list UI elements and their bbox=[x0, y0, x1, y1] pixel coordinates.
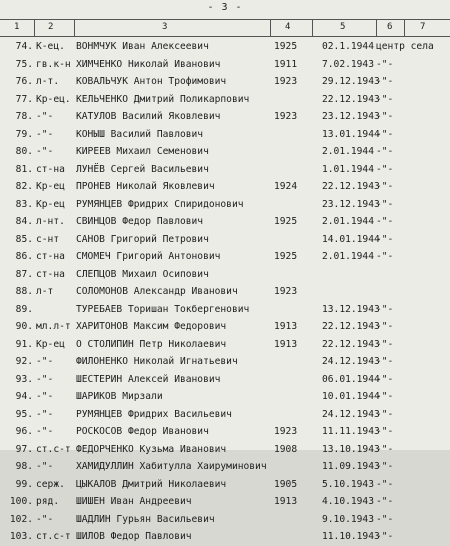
table-row bbox=[0, 196, 450, 214]
table-row bbox=[0, 406, 450, 424]
table-row bbox=[0, 248, 450, 266]
record-number: 94. bbox=[15, 391, 33, 402]
column-divider bbox=[404, 19, 405, 36]
record-burial-place: -"- bbox=[376, 303, 394, 315]
record-rank: с-нт bbox=[36, 233, 60, 245]
record-rank: ст-на bbox=[36, 251, 65, 262]
record-death-date: 5.10.1943 bbox=[322, 478, 374, 490]
column-divider bbox=[270, 19, 271, 36]
table-row bbox=[0, 476, 450, 494]
record-burial-place: -"- bbox=[376, 76, 394, 87]
table-row bbox=[0, 38, 450, 56]
record-rank: -"- bbox=[36, 408, 54, 420]
record-death-date: 10.01.1944 bbox=[322, 391, 380, 402]
record-birth-year: 1923 bbox=[274, 76, 298, 87]
record-name: КЕЛЬЧЕНКО Дмитрий Поликарпович bbox=[76, 93, 250, 105]
record-birth-year: 1913 bbox=[274, 321, 298, 332]
record-birth-year: 1913 bbox=[274, 338, 298, 350]
record-death-date: 22.12.1943 bbox=[322, 181, 380, 192]
record-number: 75. bbox=[15, 58, 33, 70]
record-death-date: 9.10.1943 bbox=[322, 513, 374, 525]
record-birth-year: 1908 bbox=[274, 443, 298, 455]
record-name: КОВАЛЬЧУК Антон Трофимович bbox=[76, 76, 227, 87]
record-burial-place: -"- bbox=[376, 496, 394, 507]
record-number: 91. bbox=[15, 338, 33, 350]
table-row bbox=[0, 318, 450, 336]
record-birth-year: 1923 bbox=[274, 286, 298, 297]
record-death-date: 13.01.1944 bbox=[322, 128, 380, 140]
record-birth-year: 1911 bbox=[274, 58, 298, 70]
record-birth-year: 1923 bbox=[274, 426, 298, 437]
record-burial-place: -"- bbox=[376, 478, 394, 490]
record-burial-place: -"- bbox=[376, 391, 394, 402]
column-divider bbox=[34, 19, 35, 36]
table-row bbox=[0, 56, 450, 74]
record-death-date: 06.01.1944 bbox=[322, 373, 380, 385]
record-number: 96. bbox=[15, 426, 33, 437]
record-name: ХИМЧЕНКО Николай Иванович bbox=[76, 58, 221, 70]
record-death-date: 14.01.1944 bbox=[322, 233, 380, 245]
table-row bbox=[0, 336, 450, 354]
record-burial-place: -"- bbox=[376, 58, 394, 70]
record-burial-place: -"- bbox=[376, 408, 394, 420]
record-rank: л-нт. bbox=[36, 216, 65, 227]
record-burial-place: -"- bbox=[376, 93, 394, 105]
record-burial-place: -"- bbox=[376, 216, 394, 227]
record-burial-place: -"- bbox=[376, 146, 394, 157]
record-number: 78. bbox=[15, 111, 33, 122]
record-name: КАТУЛОВ Василий Яковлевич bbox=[76, 111, 221, 122]
record-death-date: 22.12.1943 bbox=[322, 338, 380, 350]
record-name: РОСКОСОВ Федор Иванович bbox=[76, 426, 209, 437]
record-burial-place: -"- bbox=[376, 111, 394, 122]
record-death-date: 24.12.1943 bbox=[322, 408, 380, 420]
record-rank: -"- bbox=[36, 391, 54, 402]
record-birth-year: 1923 bbox=[274, 111, 298, 122]
record-rank: серж. bbox=[36, 478, 65, 490]
record-name: КИРЕЕВ Михаил Семенович bbox=[76, 146, 209, 157]
record-name: ХАРИТОНОВ Максим Федорович bbox=[76, 321, 227, 332]
page-number: - 3 - bbox=[207, 2, 243, 13]
record-death-date: 4.10.1943 bbox=[322, 496, 374, 507]
record-number: 103. bbox=[9, 531, 33, 542]
record-name: КОНЫШ Василий Павлович bbox=[76, 128, 204, 140]
record-name: РУМЯНЦЕВ Фридрих Васильевич bbox=[76, 408, 232, 420]
record-name: ШАРИКОВ Мирзали bbox=[76, 391, 163, 402]
record-death-date: 11.10.1943 bbox=[322, 531, 380, 542]
record-name: РУМЯНЦЕВ Фридрих Спиридонович bbox=[76, 198, 244, 210]
record-death-date: 2.01.1944 bbox=[322, 251, 374, 262]
column-header: 4 bbox=[285, 22, 291, 32]
record-name: ФИЛОНЕНКО Николай Игнатьевич bbox=[76, 356, 238, 367]
table-row bbox=[0, 91, 450, 109]
record-rank: Кр-ец bbox=[36, 338, 65, 350]
record-number: 89. bbox=[15, 303, 33, 315]
table-row bbox=[0, 108, 450, 126]
column-header-row bbox=[0, 19, 450, 37]
record-death-date: 23.12.1943 bbox=[322, 111, 380, 122]
record-death-date: 1.01.1944 bbox=[322, 163, 374, 175]
column-header: 7 bbox=[420, 22, 426, 32]
record-number: 98. bbox=[15, 461, 33, 472]
record-name: ВОНМЧУК Иван Алексеевич bbox=[76, 41, 209, 52]
record-rank: л-т. bbox=[36, 76, 60, 87]
record-rank: Кр-ец bbox=[36, 198, 65, 210]
record-name: ТУРЕБАЕВ Торишан Токбергенович bbox=[76, 303, 250, 315]
record-rank: ст-на bbox=[36, 268, 65, 280]
record-burial-place: -"- bbox=[376, 373, 394, 385]
table-row bbox=[0, 213, 450, 231]
record-name: СВИНЦОВ Федор Павлович bbox=[76, 216, 204, 227]
record-number: 100. bbox=[9, 496, 33, 507]
table-row bbox=[0, 441, 450, 459]
record-death-date: 29.12.1943 bbox=[322, 76, 380, 87]
table-row bbox=[0, 161, 450, 179]
table-row bbox=[0, 283, 450, 301]
record-death-date: 13.12.1943 bbox=[322, 303, 380, 315]
record-death-date: 24.12.1943 bbox=[322, 356, 380, 367]
record-rank: ст.с-т bbox=[36, 531, 71, 542]
record-rank: -"- bbox=[36, 111, 54, 122]
record-burial-place: -"- bbox=[376, 163, 394, 175]
record-rank: К-ец. bbox=[36, 41, 65, 52]
table-row bbox=[0, 301, 450, 319]
table-row bbox=[0, 388, 450, 406]
table-row bbox=[0, 371, 450, 389]
column-divider bbox=[74, 19, 75, 36]
record-name: ПРОНЕВ Николай Яковлевич bbox=[76, 181, 215, 192]
record-burial-place: -"- bbox=[376, 426, 394, 437]
record-burial-place: -"- bbox=[376, 461, 394, 472]
record-rank: ряд. bbox=[36, 496, 60, 507]
record-death-date: 13.10.1943 bbox=[322, 443, 380, 455]
record-number: 81. bbox=[15, 163, 33, 175]
record-birth-year: 1905 bbox=[274, 478, 298, 490]
record-burial-place: -"- bbox=[376, 198, 394, 210]
record-name: ЦЫКАЛОВ Дмитрий Николаевич bbox=[76, 478, 227, 490]
record-number: 92. bbox=[15, 356, 33, 367]
record-death-date: 23.12.1943 bbox=[322, 198, 380, 210]
table-row bbox=[0, 73, 450, 91]
record-birth-year: 1925 bbox=[274, 216, 298, 227]
record-name: СОЛОМОНОВ Александр Иванович bbox=[76, 286, 238, 297]
record-rank: -"- bbox=[36, 146, 54, 157]
record-birth-year: 1925 bbox=[274, 251, 298, 262]
table-row bbox=[0, 126, 450, 144]
record-death-date: 7.02.1943 bbox=[322, 58, 374, 70]
record-burial-place: -"- bbox=[376, 233, 394, 245]
record-rank: л-т bbox=[36, 286, 54, 297]
record-name: ЛУНЁВ Сергей Васильевич bbox=[76, 163, 209, 175]
table-row bbox=[0, 353, 450, 371]
column-divider bbox=[376, 19, 377, 36]
record-number: 87. bbox=[15, 268, 33, 280]
record-birth-year: 1913 bbox=[274, 496, 298, 507]
record-rank: -"- bbox=[36, 128, 54, 140]
record-number: 95. bbox=[15, 408, 33, 420]
record-rank: Кр-ец. bbox=[36, 93, 71, 105]
table-row bbox=[0, 528, 450, 546]
record-death-date: 2.01.1944 bbox=[322, 216, 374, 227]
record-number: 83. bbox=[15, 198, 33, 210]
record-number: 102. bbox=[9, 513, 33, 525]
table-row bbox=[0, 178, 450, 196]
record-burial-place: -"- bbox=[376, 128, 394, 140]
record-name: ШИЛОВ Федор Павлович bbox=[76, 531, 192, 542]
record-number: 80. bbox=[15, 146, 33, 157]
record-rank: мл.л-т bbox=[36, 321, 71, 332]
column-header: 2 bbox=[48, 22, 54, 32]
record-number: 99. bbox=[15, 478, 33, 490]
table-row bbox=[0, 458, 450, 476]
record-number: 79. bbox=[15, 128, 33, 140]
record-number: 85. bbox=[15, 233, 33, 245]
record-name: О СТОЛИПИН Петр Николаевич bbox=[76, 338, 227, 350]
record-burial-place: -"- bbox=[376, 181, 394, 192]
record-rank: ст-на bbox=[36, 163, 65, 175]
table-row bbox=[0, 143, 450, 161]
record-number: 82. bbox=[15, 181, 33, 192]
record-burial-place: -"- bbox=[376, 338, 394, 350]
record-rank: Кр-ец bbox=[36, 181, 65, 192]
record-death-date: 22.12.1943 bbox=[322, 93, 380, 105]
record-death-date: 11.09.1943 bbox=[322, 461, 380, 472]
record-burial-place: -"- bbox=[376, 531, 394, 542]
table-row bbox=[0, 266, 450, 284]
table-row bbox=[0, 423, 450, 441]
column-header: 1 bbox=[14, 22, 20, 32]
record-number: 86. bbox=[15, 251, 33, 262]
table-row bbox=[0, 231, 450, 249]
record-rank: -"- bbox=[36, 373, 54, 385]
column-header: 6 bbox=[387, 22, 393, 32]
record-burial-place: -"- bbox=[376, 356, 394, 367]
record-number: 90. bbox=[15, 321, 33, 332]
record-burial-place: -"- bbox=[376, 513, 394, 525]
record-burial-place: центр села bbox=[376, 41, 434, 52]
record-name: СЛЕПЦОВ Михаил Осипович bbox=[76, 268, 209, 280]
record-death-date: 02.1.1944 bbox=[322, 41, 374, 52]
record-number: 97. bbox=[15, 443, 33, 455]
record-birth-year: 1924 bbox=[274, 181, 298, 192]
record-rank: -"- bbox=[36, 461, 54, 472]
record-death-date: 11.11.1943 bbox=[322, 426, 380, 437]
record-birth-year: 1925 bbox=[274, 41, 298, 52]
record-rank: -"- bbox=[36, 356, 54, 367]
record-number: 93. bbox=[15, 373, 33, 385]
record-rank: -"- bbox=[36, 513, 54, 525]
record-name: ШЕСТЕРИН Алексей Иванович bbox=[76, 373, 221, 385]
record-burial-place: -"- bbox=[376, 443, 394, 455]
column-header: 5 bbox=[340, 22, 346, 32]
record-rank: гв.к-н bbox=[36, 58, 71, 70]
record-number: 84. bbox=[15, 216, 33, 227]
record-name: ШИШЕН Иван Андреевич bbox=[76, 496, 192, 507]
record-rank: ст.с-т bbox=[36, 443, 71, 455]
record-name: ХАМИДУЛЛИН Хабитулла Хаируминович bbox=[76, 461, 267, 472]
record-number: 88. bbox=[15, 286, 33, 297]
record-death-date: 2.01.1944 bbox=[322, 146, 374, 157]
record-name: СМОМЕЧ Григорий Антонович bbox=[76, 251, 221, 262]
record-number: 74. bbox=[15, 41, 33, 52]
record-number: 76. bbox=[15, 76, 33, 87]
table-row bbox=[0, 493, 450, 511]
record-name: ФЕДОРЧЕНКО Кузьма Иванович bbox=[76, 443, 227, 455]
column-divider bbox=[312, 19, 313, 36]
record-burial-place: -"- bbox=[376, 321, 394, 332]
record-number: 77. bbox=[15, 93, 33, 105]
record-name: САНОВ Григорий Петрович bbox=[76, 233, 209, 245]
record-rank: -"- bbox=[36, 426, 54, 437]
column-header: 3 bbox=[162, 22, 168, 32]
record-name: ШАДЛИН Гурьян Васильевич bbox=[76, 513, 215, 525]
table-row bbox=[0, 511, 450, 529]
record-death-date: 22.12.1943 bbox=[322, 321, 380, 332]
record-burial-place: -"- bbox=[376, 251, 394, 262]
records-list bbox=[0, 38, 450, 546]
